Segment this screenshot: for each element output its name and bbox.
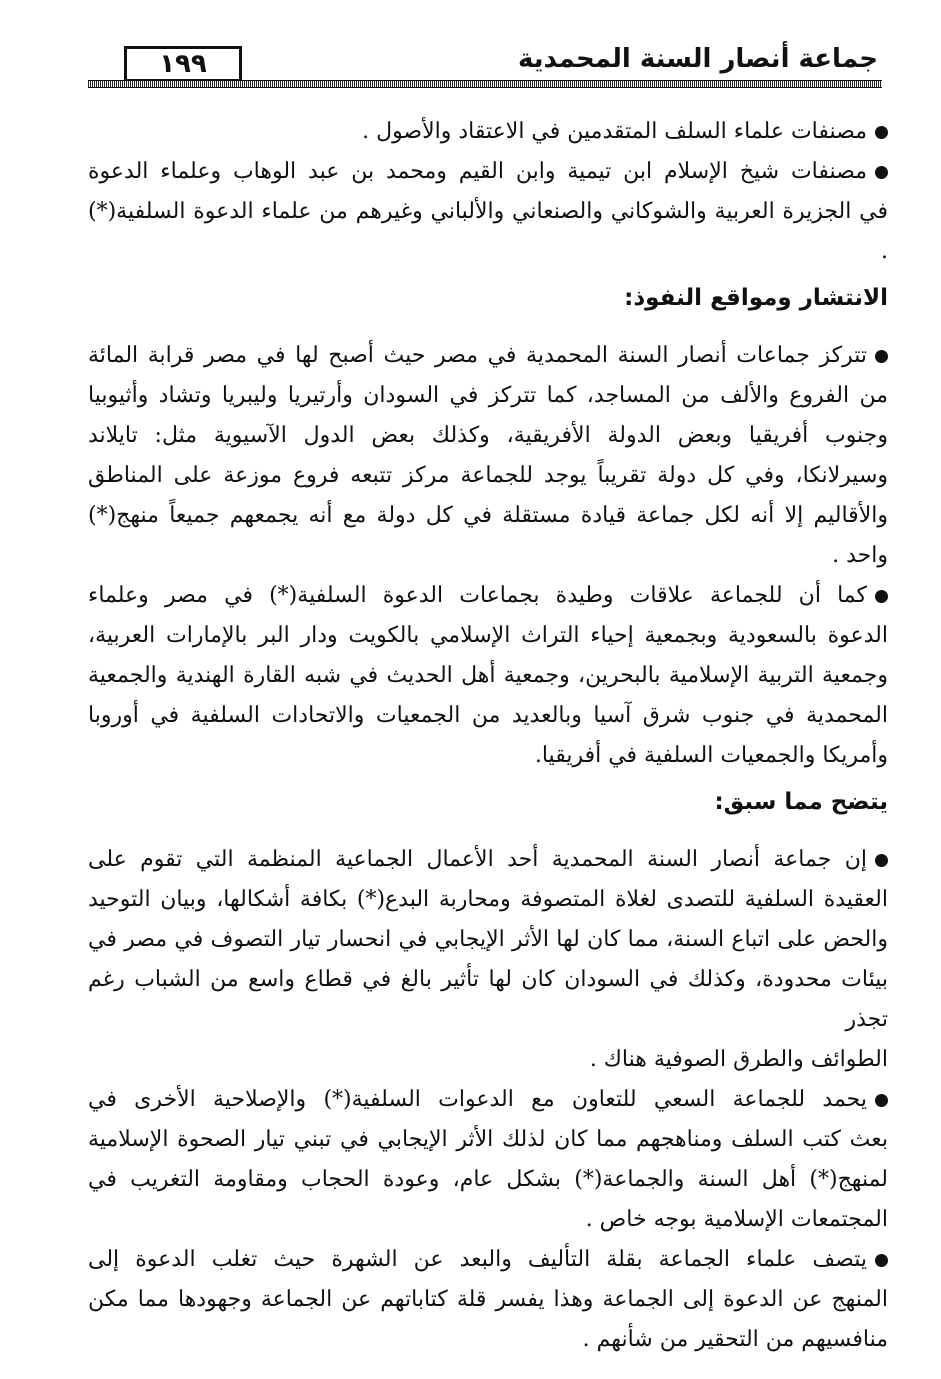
text-line: وأمريكا والجمعيات السلفية في أفريقيا. [534, 743, 888, 768]
bullet-paragraph [88, 1240, 888, 1280]
text-line: يتصف علماء الجماعة بقلة التأليف والبعد عن الشهرة حيث تغلب الدعوة إلى [88, 1247, 867, 1272]
text-line: والأقاليم إلا أنه لكل جماعة قيادة مستقلة في كل دولة مع أنه يجمعهم جميعاً منهج(*) واحد . [88, 503, 888, 568]
bullet-icon [875, 590, 888, 603]
text-line: وجمعية التربية الإسلامية بالبحرين، وجمعية أهل الحديث في شبه القارة الهندية والجمعية [88, 663, 888, 688]
text-line: من الفروع والألف من المساجد، كما تتركز في السودان وأرتيريا وليبريا وتشاد وأثيوبيا [88, 383, 888, 408]
text-line: وسيرلانكا، وفي كل دولة تقريباً يوجد للجماعة مركز تتبعه فروع موزعة على المناطق [88, 463, 888, 488]
bullet-icon [875, 1094, 888, 1107]
bullet-paragraph [88, 152, 888, 192]
page-header [88, 42, 882, 90]
text-line: تتركز جماعات أنصار السنة المحمدية في مصر حيث أصبح لها في مصر قرابة المائة [88, 343, 867, 368]
text-line: لمنهج(*) أهل السنة والجماعة(*) بشكل عام، وعودة الحجاب ومقاومة التغريب في [88, 1167, 888, 1192]
text-line: مصنفات علماء السلف المتقدمين في الاعتقاد والأصول . [362, 119, 867, 144]
bullet-paragraph [88, 576, 888, 616]
text-line: بيئات محدودة، وكذلك في السودان كان لها تأثير بالغ في قطاع واسع من الشباب رغم تجذر [88, 967, 888, 1032]
bullet-paragraph [88, 336, 888, 376]
text-line: المجتمعات الإسلامية بوجه خاص . [585, 1207, 888, 1232]
text-line: العقيدة السلفية للتصدى لغلاة المتصوفة ومحاربة البدع(*) بكافة أشكالها، وبيان التوحيد [88, 887, 888, 912]
bullet-icon [875, 854, 888, 867]
text-line: في الجزيرة العربية والشوكاني والصنعاني والألباني وغيرهم من علماء الدعوة السلفية(*) . [88, 199, 888, 264]
bullet-icon [875, 126, 888, 139]
text-line: يحمد للجماعة السعي للتعاون مع الدعوات السلفية(*) والإصلاحية الأخرى في [88, 1087, 867, 1112]
bullet-icon [875, 350, 888, 363]
text-line: وجنوب أفريقيا وبعض الدولة الأفريقية، وكذلك بعض الدول الآسيوية مثل: تايلاند [88, 423, 888, 448]
text-line: الطوائف والطرق الصوفية هناك . [589, 1047, 888, 1072]
page-content [88, 112, 888, 1360]
text-line: الدعوة بالسعودية وبجمعية إحياء التراث الإسلامي بالكويت ودار البر بالإمارات العربية، [88, 623, 888, 648]
text-line: بعث كتب السلف ومناهجهم مما كان لذلك الأثر الإيجابي في تبني تيار الصحوة الإسلامية [88, 1127, 888, 1152]
bullet-paragraph [88, 840, 888, 880]
text-line: منافسيهم من التحقير من شأنهم . [582, 1327, 888, 1352]
bullet-icon [875, 1254, 888, 1267]
running-title: جماعة أنصار السنة المحمدية [518, 44, 878, 74]
bullet-paragraph [88, 1080, 888, 1120]
text-line: مصنفات شيخ الإسلام ابن تيمية وابن القيم ومحمد بن عبد الوهاب وعلماء الدعوة [88, 159, 867, 184]
section-heading: الانتشار ومواقع النفوذ: [624, 285, 888, 311]
header-rule [88, 80, 882, 88]
text-line: والحض على اتباع السنة، مما كان لها الأثر الإيجابي في انحسار تيار التصوف في مصر في [88, 927, 888, 952]
text-line: كما أن للجماعة علاقات وطيدة بجماعات الدعوة السلفية(*) في مصر وعلماء [88, 583, 867, 608]
text-line: المحمدية في جنوب شرق آسيا وبالعديد من الجمعيات والاتحادات السلفية في أوروبا [88, 703, 888, 728]
bullet-icon [875, 166, 888, 179]
text-line: المنهج عن الدعوة إلى الجماعة وهذا يفسر قلة كتاباتهم عن الجماعة وجهودها مما مكن [88, 1287, 888, 1312]
bullet-paragraph [88, 112, 888, 152]
text-line: إن جماعة أنصار السنة المحمدية أحد الأعمال الجماعية المنظمة التي تقوم على [88, 847, 867, 872]
page-number: ١٩٩ [124, 46, 242, 82]
section-heading: يتضح مما سبق: [714, 789, 888, 815]
